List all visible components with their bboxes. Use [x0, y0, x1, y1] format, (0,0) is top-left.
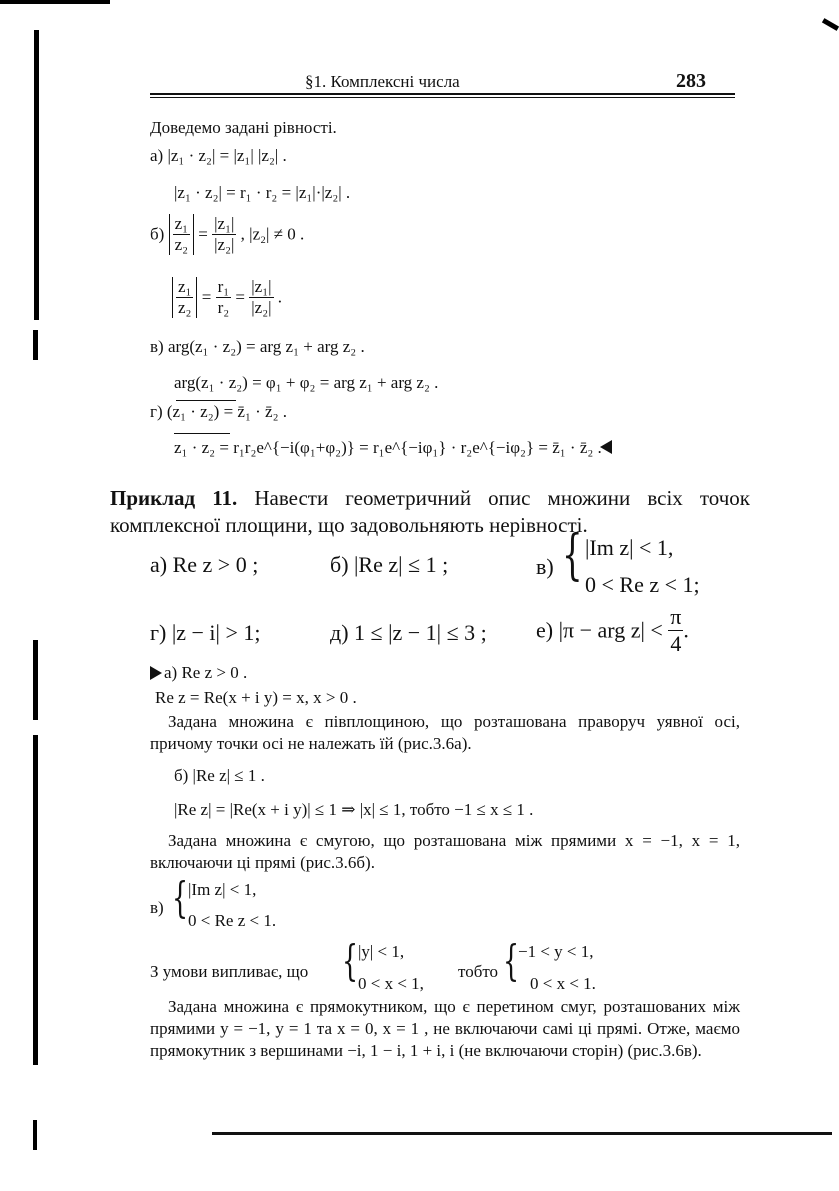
intro-text: Доведемо задані рівності.: [150, 118, 337, 137]
solution-v-text: Задана множина є прямокутником, що є перетином смуг, розташованих між прямими y = −1, y = 1 та x = 0, x = 1 , не включаючи самі ці прямі. Отже, маємо прямокутник з вершинами −i, 1 − i, 1 + i, i (не включаючи сторін) (рис.3.6в).: [150, 997, 740, 1060]
solution-v-label: в): [150, 898, 164, 917]
fraction-denominator: 4: [670, 631, 682, 656]
solution-b-text: Задана множина є смугою, що розташована між прямими x = −1, x = 1, включаючи ці прямі (рис.3.6б).: [150, 831, 740, 872]
solution-cond1-line1: |y| < 1,: [358, 942, 405, 961]
fraction-numerator: z₁: [174, 214, 189, 233]
example-item-v-label: в): [536, 554, 554, 579]
running-header-title: §1. Комплексні числа: [305, 72, 460, 91]
proof-b-condition: , |z₂| ≠ 0 .: [240, 224, 305, 244]
header-rule-thin: [150, 97, 735, 98]
example-item-v-line2: 0 < Re z < 1;: [585, 572, 700, 597]
bottom-scan-rule: [212, 1132, 832, 1135]
page-number: 283: [676, 70, 706, 92]
solution-a-text: Задана множина є півплощиною, що розташована праворуч уявної осі, причому точки осі не належать їй (рис.3.6а).: [150, 712, 740, 753]
proof-a: [150, 146, 287, 166]
proof-v: [150, 337, 365, 357]
scan-edge-top-right: [822, 18, 839, 31]
fraction-denominator: z₂: [178, 298, 192, 317]
fraction-denominator: |z₂|: [251, 298, 272, 317]
system-brace: {: [342, 936, 359, 985]
system-brace: {: [562, 523, 583, 586]
scan-binding-mark-5: [33, 1120, 37, 1150]
solution-cond2-line2: 0 < x < 1.: [530, 974, 596, 993]
solution-v-line1: |Im z| < 1,: [188, 880, 257, 899]
fraction-numerator: |z₁|: [214, 214, 235, 233]
proof-v-label: в): [150, 337, 164, 356]
example-title: [110, 485, 750, 539]
conjugate-overline: [174, 433, 230, 434]
solution-cond-text: З умови випливає, що: [150, 962, 309, 981]
solution-cond2-line1: −1 < y < 1,: [518, 942, 594, 961]
end-proof-marker: [600, 440, 612, 454]
example-label: Приклад 11.: [110, 486, 238, 510]
example-item-a: а) Re z > 0 ;: [150, 552, 259, 577]
proof-a-derivation: |z₁ · z₂| = r₁ · r₂ = |z₁|·|z₂| .: [174, 183, 351, 202]
fraction-numerator: r₁: [217, 277, 230, 296]
solution-b-head: б) |Re z| ≤ 1 .: [174, 766, 265, 785]
example-item-b: б) |Re z| ≤ 1 ;: [330, 552, 449, 577]
solution-a-head: а) Re z > 0 .: [164, 663, 248, 682]
fraction-denominator: z₂: [174, 235, 189, 254]
fraction-numerator: |z₁|: [251, 277, 272, 296]
example-item-v-line1: |Im z| < 1,: [585, 535, 674, 560]
conjugate-overline: [176, 400, 236, 401]
example-item-d: д) 1 ≤ |z − 1| ≤ 3 ;: [330, 620, 487, 645]
solution-v-line2: 0 < Re z < 1.: [188, 911, 277, 930]
solution-tobto: тобто: [458, 962, 499, 981]
scan-binding-mark-4: [33, 735, 38, 1065]
example-item-g: г) |z − i| > 1;: [150, 620, 261, 645]
example-item-e: е) |π − arg z| < $\frac{\pi}{4}$ .: [536, 604, 689, 656]
fraction-numerator: z₁: [178, 277, 192, 296]
solution-a-calc: Re z = Re(x + i y) = x, x > 0 .: [155, 688, 357, 707]
fraction-numerator: π: [670, 604, 682, 629]
proof-g: [150, 402, 287, 422]
start-solution-marker: [150, 666, 162, 680]
proof-a-equation: |z₁ · z₂| = |z₁| |z₂| .: [167, 146, 287, 165]
scan-binding-mark-1: [34, 30, 39, 320]
solution-cond1-line2: 0 < x < 1,: [358, 974, 424, 993]
scan-edge-top-left: [0, 0, 110, 4]
proof-b: б) $\frac{\text{z₁}}{\text{z₂}}$ = $\frac{\text{|z₁|}}{\text{|z₂|}}$ , |z₂| ≠ 0 .: [150, 214, 305, 254]
proof-v-equation: arg(z₁ · z₂) = arg z₁ + arg z₂ .: [167, 337, 365, 356]
scan-binding-mark-2: [33, 330, 38, 360]
proof-g-label: г): [150, 402, 163, 421]
proof-g-equation: (z₁ · z₂) = z̄₁ · z̄₂ .: [166, 402, 288, 421]
proof-b-label: б): [150, 224, 165, 244]
header-rule: [150, 93, 735, 95]
example-statement: Навести геометричний опис множини всіх точок комплексної площини, що задовольняють нерівності.: [110, 486, 750, 537]
scan-binding-mark-3: [33, 640, 38, 720]
solution-b-calc: |Re z| = |Re(x + i y)| ≤ 1 ⇒ |x| ≤ 1, тобто −1 ≤ x ≤ 1 .: [174, 800, 534, 819]
proof-a-label: а): [150, 146, 164, 165]
fraction-denominator: |z₂|: [214, 235, 235, 254]
proof-v-derivation: arg(z₁ · z₂) = φ₁ + φ₂ = arg z₁ + arg z₂ .: [174, 373, 439, 392]
system-brace: {: [172, 873, 189, 922]
system-brace: {: [503, 936, 520, 985]
proof-b-derivation: $\frac{\text{z₁}}{\text{z₂}}$ = $\frac{\text{r₁}}{\text{r₂}}$ = $\frac{\text{|z₁|}}{\text{|z₂|}}$ .: [172, 277, 282, 318]
proof-g-derivation: z₁ · z₂ = r₁r₂e^{−i(φ₁+φ₂)} = r₁e^{−iφ₁} · r₂e^{−iφ₂} = z̄₁ · z̄₂ .: [174, 438, 602, 457]
fraction-denominator: r₂: [217, 298, 230, 317]
